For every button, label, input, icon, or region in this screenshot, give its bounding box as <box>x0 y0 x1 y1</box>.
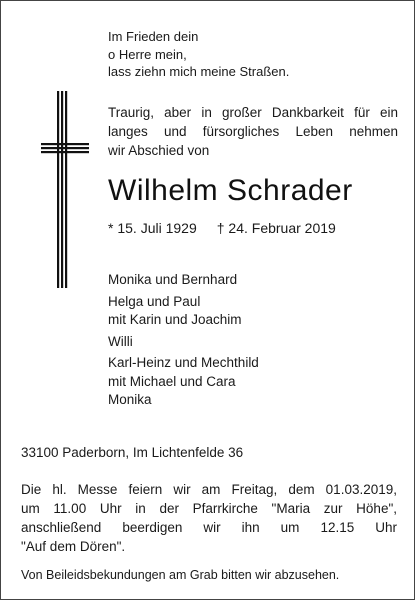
deceased-name: Wilhelm Schrader <box>108 174 353 207</box>
family-group <box>108 271 259 290</box>
poem-line: o Herre mein, <box>108 46 187 62</box>
life-dates <box>108 220 336 236</box>
family-line: Helga und Paul <box>108 293 201 309</box>
address: 33100 Paderborn, Im Lichtenfelde 36 <box>21 445 244 460</box>
service-info <box>21 480 397 556</box>
family-line: Monika und Bernhard <box>108 272 238 287</box>
service-line: "Auf dem Dören". <box>21 539 126 554</box>
footer-note: Von Beileidsbekundungen am Grab bitten wir abzusehen. <box>21 568 340 582</box>
intro-line: langes und fürsorgliches Leben nehmen <box>108 124 398 139</box>
death-date: † 24. Februar 2019 <box>216 220 336 236</box>
family-group <box>108 333 259 352</box>
intro-text <box>108 103 398 160</box>
service-line: um 11.00 Uhr in der Pfarrkirche "Maria zur Höhe", <box>21 501 397 516</box>
cross-icon <box>41 91 89 288</box>
service-line: Die hl. Messe feiern wir am Freitag, dem 01.03.2019, <box>21 482 397 497</box>
family-line: Monika <box>108 392 152 407</box>
intro-line: Traurig, aber in großer Dankbarkeit für ein <box>108 105 398 120</box>
family-line: mit Karin und Joachim <box>108 312 242 327</box>
family-line: Karl-Heinz und Mechthild <box>108 355 259 370</box>
family-line: Willi <box>108 333 133 349</box>
service-line: anschließend beerdigen wir ihn um 12.15 Uhr <box>21 520 397 535</box>
family-group <box>108 293 259 330</box>
family-line: mit Michael und Cara <box>108 373 236 389</box>
family-group <box>108 354 259 410</box>
poem <box>108 28 289 81</box>
birth-date: * 15. Juli 1929 <box>108 220 197 236</box>
poem-line: Im Frieden dein <box>108 29 199 44</box>
intro-line: wir Abschied von <box>108 143 210 158</box>
poem-line: lass ziehn mich meine Straßen. <box>108 64 290 79</box>
family-list <box>108 271 259 413</box>
